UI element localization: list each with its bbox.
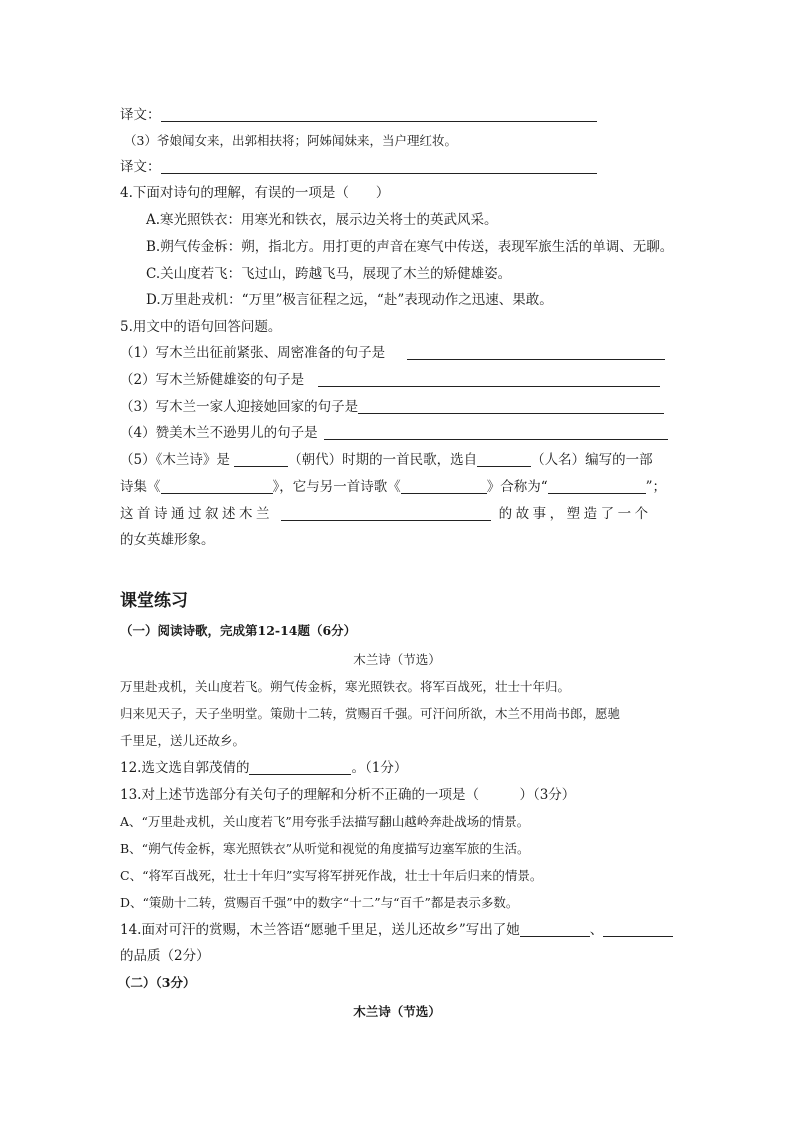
answer-blank[interactable] (161, 106, 597, 122)
q12-text: 12.选文选自郭茂倩的 (120, 760, 250, 776)
q5-5-text: 》，它与另一首诗歌《 (272, 479, 401, 495)
answer-blank[interactable] (603, 921, 673, 937)
q5-item-1 (120, 344, 665, 362)
q4-option-c: C.关山度若飞：飞过山，跨越飞马，展现了木兰的矫健雄姿。 (146, 266, 512, 282)
q5-5-text: （朝代）时期的一首民歌，选自 (288, 452, 478, 468)
q5-item-4 (120, 424, 668, 442)
q14-text: 14.面对可汗的赏赐，木兰答语“愿驰千里足，送儿还故乡”写出了她 (120, 922, 520, 938)
q5-item-2 (120, 371, 660, 389)
story-blank[interactable] (281, 505, 491, 521)
q12 (120, 759, 407, 777)
answer-blank[interactable] (520, 921, 590, 937)
q5-item-4-text: （4）赞美木兰不逊男儿的句子是 (120, 425, 318, 441)
q5-stem: 5.用文中的语句回答问题。 (120, 319, 282, 335)
q4-option-d: D.万里赴戎机：“万里”极言征程之远，“赴”表现动作之迅速、果敢。 (146, 292, 553, 308)
answer-blank[interactable] (161, 158, 597, 174)
q5-item-5-line-3 (120, 505, 652, 523)
translation-line-1 (120, 106, 597, 124)
answer-blank[interactable] (249, 759, 351, 775)
q14-line-1 (120, 921, 673, 939)
q14-separator: 、 (589, 922, 604, 938)
section-title: 课堂练习 (120, 591, 188, 611)
part2-poem-title: 木兰诗（节选） (353, 1004, 441, 1019)
combined-name-blank[interactable] (548, 478, 646, 494)
q5-item-5-line-1 (120, 451, 653, 469)
answer-blank[interactable] (407, 344, 665, 360)
q5-5-text: 这首诗通过叙述木兰 (120, 506, 273, 522)
q4-option-b: B.朔气传金柝：朔，指北方。用打更的声音在寒气中传送，表现军旅生活的单调、无聊。 (146, 239, 674, 255)
part1-heading: （一）阅读诗歌，完成第12-14题（6分） (120, 623, 357, 638)
answer-blank[interactable] (324, 424, 668, 440)
answer-blank[interactable] (318, 371, 660, 387)
q5-5-text: （人名）编写的一部 (531, 452, 653, 468)
q5-5-text: （5）《木兰诗》是 (120, 452, 230, 468)
q5-5-text: 》合称为“ (486, 479, 548, 495)
part1-poem-title: 木兰诗（节选） (353, 652, 441, 667)
poem-line-1: 万里赴戎机，关山度若飞。朔气传金柝，寒光照铁衣。将军百战死，壮士十年归。 (120, 679, 571, 694)
translation-line-2 (120, 158, 597, 176)
q5-5-text: 的故事，塑造了一个 (498, 506, 652, 522)
q5-5-text: 诗集《 (120, 479, 161, 495)
translation-label: 译文： (120, 107, 161, 123)
q5-item-2-text: （2）写木兰矫健雄姿的句子是 (120, 372, 305, 388)
q5-item-5-line-4: 的女英雄形象。 (120, 532, 215, 548)
q3-item: （3）爷娘闻女来，出郭相扶将；阿姊闻妹来，当户理红妆。 (124, 133, 457, 148)
q5-item-5-line-2 (120, 478, 666, 496)
q13-option-a: A、“万里赴戎机，关山度若飞”用夸张手法描写翻山越岭奔赴战场的情景。 (120, 814, 530, 829)
q5-item-3-text: （3）写木兰一家人迎接她回家的句子是 (120, 399, 359, 415)
q4-stem: 4.下面对诗句的理解，有误的一项是（ ） (120, 185, 390, 201)
q13-option-d: D、“策勋十二转，赏赐百千强”中的数字“十二”与“百千”都是表示多数。 (120, 895, 519, 910)
q5-item-3 (120, 398, 664, 416)
answer-blank[interactable] (358, 398, 664, 414)
q12-text: 。（1分） (351, 760, 408, 776)
poem-line-3: 千里足，送儿还故乡。 (120, 733, 246, 748)
poem-line-2: 归来见天子，天子坐明堂。策勋十二转，赏赐百千强。可汗问所欲，木兰不用尚书郎，愿驰 (120, 706, 621, 721)
part2-heading: （二）（3分） (118, 975, 196, 990)
q4-option-a: A.寒光照铁衣：用寒光和铁衣，展示边关将士的英武风采。 (146, 212, 498, 228)
q5-5-text: ”； (645, 479, 667, 495)
q5-item-1-text: （1）写木兰出征前紧张、周密准备的句子是 (120, 345, 386, 361)
q14-line-2: 的品质（2分） (120, 948, 210, 964)
collection-blank[interactable] (161, 478, 273, 494)
q13-option-b: B、“朔气传金柝，寒光照铁衣”从听觉和视觉的角度描写边塞军旅的生活。 (120, 841, 530, 856)
dynasty-blank[interactable] (234, 451, 288, 467)
q13-stem: 13.对上述节选部分有关句子的理解和分析不正确的一项是（ ）（3分） (120, 787, 576, 803)
translation-label: 译文： (120, 159, 161, 175)
poem-blank[interactable] (401, 478, 487, 494)
person-blank[interactable] (477, 451, 531, 467)
q13-option-c: C、“将军百战死，壮士十年归”实写将军拼死作战，壮士十年后归来的情景。 (120, 868, 543, 883)
